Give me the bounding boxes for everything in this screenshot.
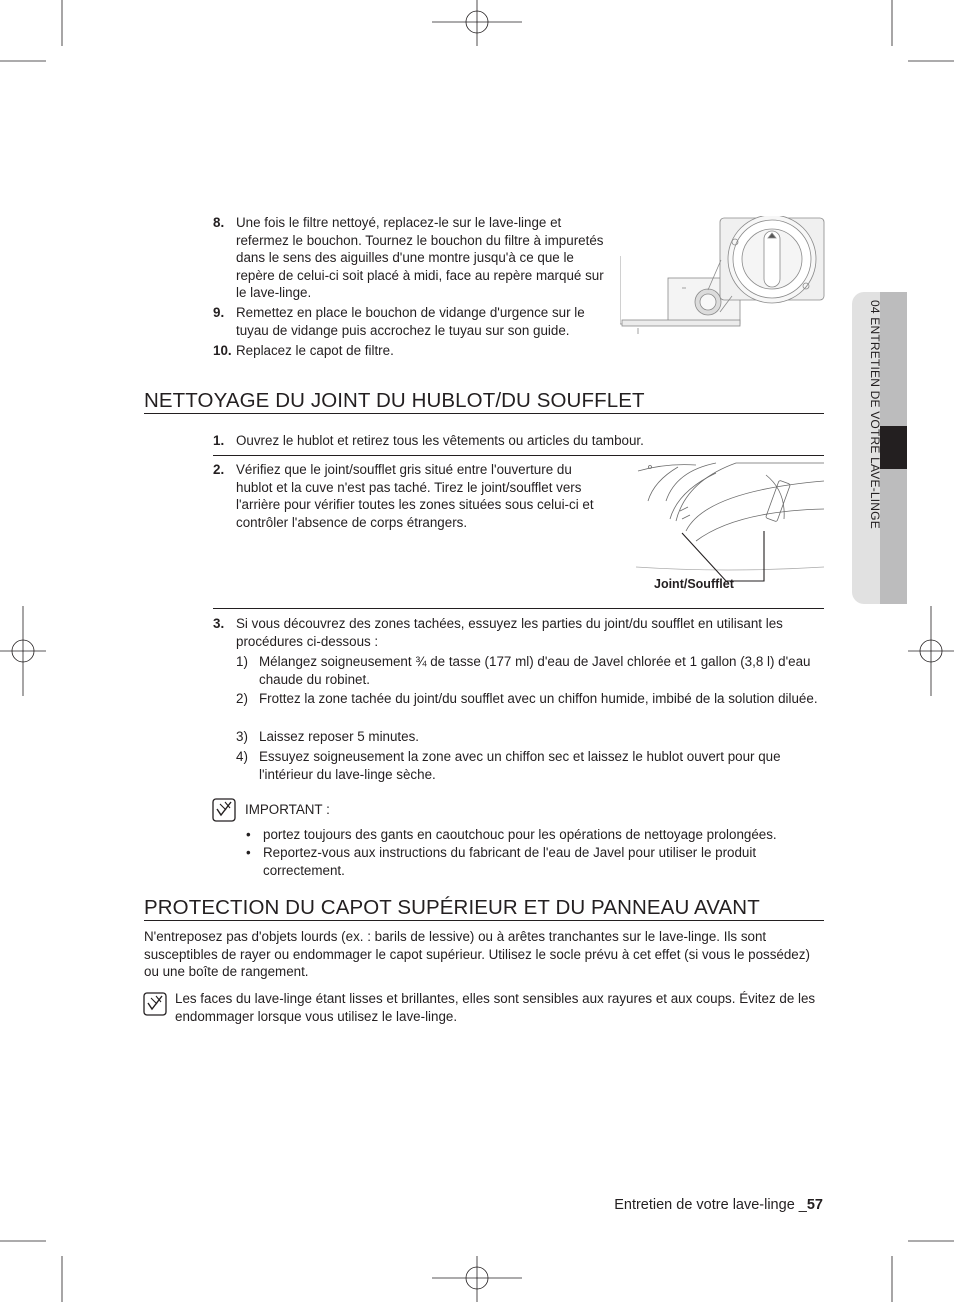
joint-step-1-text: Ouvrez le hublot et retirez tous les vêtements ou articles du tambour. [236, 433, 644, 448]
note-icon [143, 992, 167, 1016]
door-gasket-illustration [636, 461, 826, 593]
substep-2-text: Frottez la zone tachée du joint/du soufflet avec un chiffon humide, imbibé de la solution diluée. [259, 691, 818, 706]
filter-cap-illustration [620, 216, 826, 338]
chapter-tab-label: 04 ENTRETIEN DE VOTRE LAVE-LINGE [868, 300, 882, 529]
substep-3-number: 3) [236, 729, 248, 744]
note-icon [212, 798, 236, 822]
important-label: IMPORTANT : [245, 802, 330, 817]
protection-note: Les faces du lave-linge étant lisses et brillantes, elles sont sensibles aux rayures et aux coups. Évitez de les endommager lorsque vous utilisez le lave-linge. [175, 991, 816, 1024]
joint-step-2-number: 2. [213, 462, 225, 477]
substep-4-number: 4) [236, 749, 248, 764]
substep-1-number: 1) [236, 654, 248, 669]
bullet-dot: • [246, 827, 251, 842]
substep-4-text: Essuyez soigneusement la zone avec un chiffon sec et laissez le hublot ouvert pour que l'intérieur du lave-linge sèche. [259, 749, 781, 782]
important-bullet-2: Reportez-vous aux instructions du fabricant de l'eau de Javel pour utiliser le produit correctement. [263, 845, 757, 878]
page-number: 57 [806, 1197, 823, 1213]
bullet-dot: • [246, 845, 251, 860]
protection-paragraph: N'entreposez pas d'objets lourds (ex. : barils de lessive) ou à arêtes tranchantes sur le lave-linge. Ils sont susceptibles de rayer ou endommager le capot supérieur. Utilisez le socle prévu à cet effet (si vous le possédez) ou une boîte de rangement. [144, 929, 810, 979]
chapter-tab-marker [880, 426, 907, 469]
step-8-text: Une fois le filtre nettoyé, replacez-le sur le lave-linge et refermez le bouchon. Tournez le bouchon du filtre à impuretés dans le sens des aiguilles d'une montre jusqu'à ce que le repère de celui-ci soit placé à midi, face au repère marqué sur le lave-linge. [236, 215, 604, 300]
step-10-text: Replacez le capot de filtre. [236, 343, 394, 358]
joint-soufflet-label: Joint/Soufflet [654, 577, 734, 591]
section-title-protection: PROTECTION DU CAPOT SUPÉRIEUR ET DU PANNEAU AVANT [144, 896, 824, 921]
important-bullet-1: portez toujours des gants en caoutchouc pour les opérations de nettoyage prolongées. [263, 827, 777, 842]
step-9-text: Remettez en place le bouchon de vidange d'urgence sur le tuyau de vidange puis accrochez le tuyau sur son guide. [236, 305, 585, 338]
divider [213, 608, 824, 609]
step-8-number: 8. [213, 215, 225, 230]
page-footer [614, 1197, 823, 1213]
substep-2-number: 2) [236, 691, 248, 706]
substep-3-text: Laissez reposer 5 minutes. [259, 729, 420, 744]
section-title-joint: NETTOYAGE DU JOINT DU HUBLOT/DU SOUFFLET [144, 389, 824, 414]
footer-text: Entretien de votre lave-linge _ [614, 1197, 807, 1213]
joint-step-1-number: 1. [213, 433, 225, 448]
joint-step-3-text: Si vous découvrez des zones tachées, essuyez les parties du joint/du soufflet en utilisant les procédures ci-dessous : [236, 616, 783, 649]
step-10-number: 10. [213, 343, 232, 358]
substep-1-text: Mélangez soigneusement ¾ de tasse (177 ml) d'eau de Javel chlorée et 1 gallon (3,8 l) d'eau chaude du robinet. [259, 654, 811, 687]
divider [213, 455, 824, 456]
joint-step-3-number: 3. [213, 616, 225, 631]
step-9-number: 9. [213, 305, 225, 320]
joint-step-2-text: Vérifiez que le joint/soufflet gris situé entre l'ouverture du hublot et la cuve n'est pas taché. Tirez le joint/soufflet vers l'arrière pour vérifier toutes les zones situées sous celui-ci et contrôler l'absence de corps étrangers. [236, 462, 594, 530]
